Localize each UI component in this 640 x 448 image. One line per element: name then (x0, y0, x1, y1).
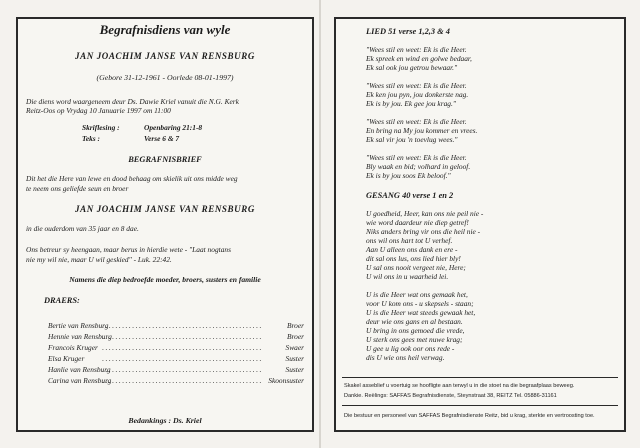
verse-line: Aan U alleen ons dank en ere - (366, 245, 458, 254)
verse-line: U sal ons nooit vergeet nie, Here; (366, 263, 466, 272)
verse-line: "Wees stil en weet: Ek is die Heer. (366, 153, 467, 162)
verse-line: Ek is by jou. Ek gee jou krag." (366, 99, 456, 108)
verse-line: U bring in ons gemoed die vrede, (366, 326, 465, 335)
thanks-line: Bedankings : Ds. Kriel (128, 416, 202, 425)
draers-heading: DRAERS: (44, 296, 80, 305)
verse-line: U is die Heer wat steeds gewaak het, (366, 308, 476, 317)
verse-line: deur wie ons gans en al bestaan. (366, 317, 463, 326)
footer-line-2: Dankie. Reëlings: SAFFAS Begrafnisdienste, Steynstraat 38, REITZ Tel. 05886-31161 (344, 393, 557, 399)
draer-role: Broer (287, 321, 304, 330)
skriflesing-value: Openbaring 21:1-8 (144, 123, 203, 132)
age-line: in die ouderdom van 35 jaar en 8 dae. (26, 224, 139, 233)
teks-value: Verse 6 & 7 (144, 134, 180, 143)
verse-line: "Wees stil en weet: Ek is die Heer. (366, 81, 467, 90)
draer-name: Elsa Kruger (48, 354, 85, 363)
draer-dots: ................................................ (102, 332, 263, 341)
verse-line: Ek sal ook jou getrou bewaar." (366, 63, 458, 72)
draer-role: Suster (285, 365, 304, 374)
verse-line: dit sal ons lus, ons lied hier bly! (366, 254, 461, 263)
verse-line: Ek sal vir jou 'n toevlug wees." (366, 135, 458, 144)
brief-line-2: te neem ons geliefde seun en broer (26, 184, 129, 193)
draer-role: Swaer (285, 343, 304, 352)
service-line-1: Die diens word waargeneem deur Ds. Dawie Kriel vanuit die N.G. Kerk (26, 97, 239, 106)
verse-line: U is die Heer wat ons gemaak het, (366, 290, 468, 299)
draer-name: Bertie van Rensburg (48, 321, 109, 330)
verse-line: U goedheid, Heer, kan ons nie peil nie - (366, 209, 484, 218)
quote-line-1: Ons betreur sy heengaan, maar berus in hierdie wete - "Laat nogtans (26, 245, 231, 254)
verse-line: dis U wie ons heil verwag. (366, 353, 445, 362)
skriflesing-label: Skriflesing : (82, 123, 120, 132)
verse-line: U sterk ons gees met nuwe krag; (366, 335, 463, 344)
draer-dots: ................................................ (102, 343, 263, 352)
draer-name: Hennie van Rensburg (48, 332, 112, 341)
verse-line: ons wil ons hart tot U verhef. (366, 236, 453, 245)
verse-line: wie word daardeur nie diep getref! (366, 218, 469, 227)
verse-line: Niks anders bring vir ons die heil nie - (366, 227, 481, 236)
draer-name: Francois Kruger (48, 343, 98, 352)
verse-line: voor U kom ons - u skepsels - staan; (366, 299, 474, 308)
verse-line: U wil ons in u waarheid lei. (366, 272, 449, 281)
verse-line: Bly waak en bid; volhard in geloof. (366, 162, 471, 171)
verse-line: Ek is by jou soos Ek beloof." (366, 171, 451, 180)
quote-line-2: nie my wil nie, maar U wil geskied" - Luk. 22:42. (26, 255, 172, 264)
verse-line: "Wees stil en weet: Ek is die Heer. (366, 117, 467, 126)
footer-rule-bottom (342, 405, 618, 406)
draer-role: Suster (285, 354, 304, 363)
draer-name: Carina van Rensburg (48, 376, 112, 385)
brief-line-1: Dit het die Here van lewe en dood behaag om skielik uit ons midde weg (26, 174, 238, 183)
draer-role: Broer (287, 332, 304, 341)
service-line-2: Reitz-Oos op Vrydag 10 Januarie 1997 om 11:00 (26, 106, 171, 115)
lied-heading: LIED 51 verse 1,2,3 & 4 (366, 27, 450, 36)
draer-dots: ................................................ (102, 376, 263, 385)
teks-label: Teks : (82, 134, 100, 143)
left-panel (16, 17, 314, 432)
gesang-heading: GESANG 40 verse 1 en 2 (366, 191, 454, 200)
draer-dots: ................................................ (102, 354, 263, 363)
page-fold (319, 0, 321, 448)
draer-dots: ................................................ (102, 321, 263, 330)
footer-line-3: Die bestuur en personeel van SAFFAS Begrafnisdienste Reitz, bid u krag, sterkte en vertroosting toe. (344, 413, 595, 419)
verse-line: En bring na My jou kommer en vrees. (366, 126, 478, 135)
verse-line: Ek spreek en wind en golwe bedaar, (366, 54, 472, 63)
footer-line-1: Skakel asseblief u voertuig se hoofligte aan terwyl u in die stoet na die begraafplaas beweeg. (344, 383, 575, 389)
verse-line: Ek ken jou pyn, jou donkerste nag. (366, 90, 469, 99)
page-title: Begrafnisdiens van wyle (99, 22, 231, 37)
verse-line: "Wees stil en weet: Ek is die Heer. (366, 45, 467, 54)
brief-heading: BEGRAFNISBRIEF (128, 155, 202, 164)
footer-rule-top (342, 377, 618, 378)
family-line: Namens die diep bedroefde moeder, broers, susters en familie (69, 275, 261, 284)
verse-line: U gee u lig ook oor ons rede - (366, 344, 455, 353)
draer-role: Skoonsuster (268, 376, 304, 385)
draer-name: Hanlie van Rensburg (48, 365, 111, 374)
draer-dots: ................................................ (102, 365, 263, 374)
brief-name: JAN JOACHIM JANSE VAN RENSBURG (75, 204, 255, 214)
deceased-name: JAN JOACHIM JANSE VAN RENSBURG (75, 51, 255, 61)
right-panel (334, 17, 626, 432)
life-dates: (Gebore 31-12-1961 - Oorlede 08-01-1997) (96, 73, 234, 82)
